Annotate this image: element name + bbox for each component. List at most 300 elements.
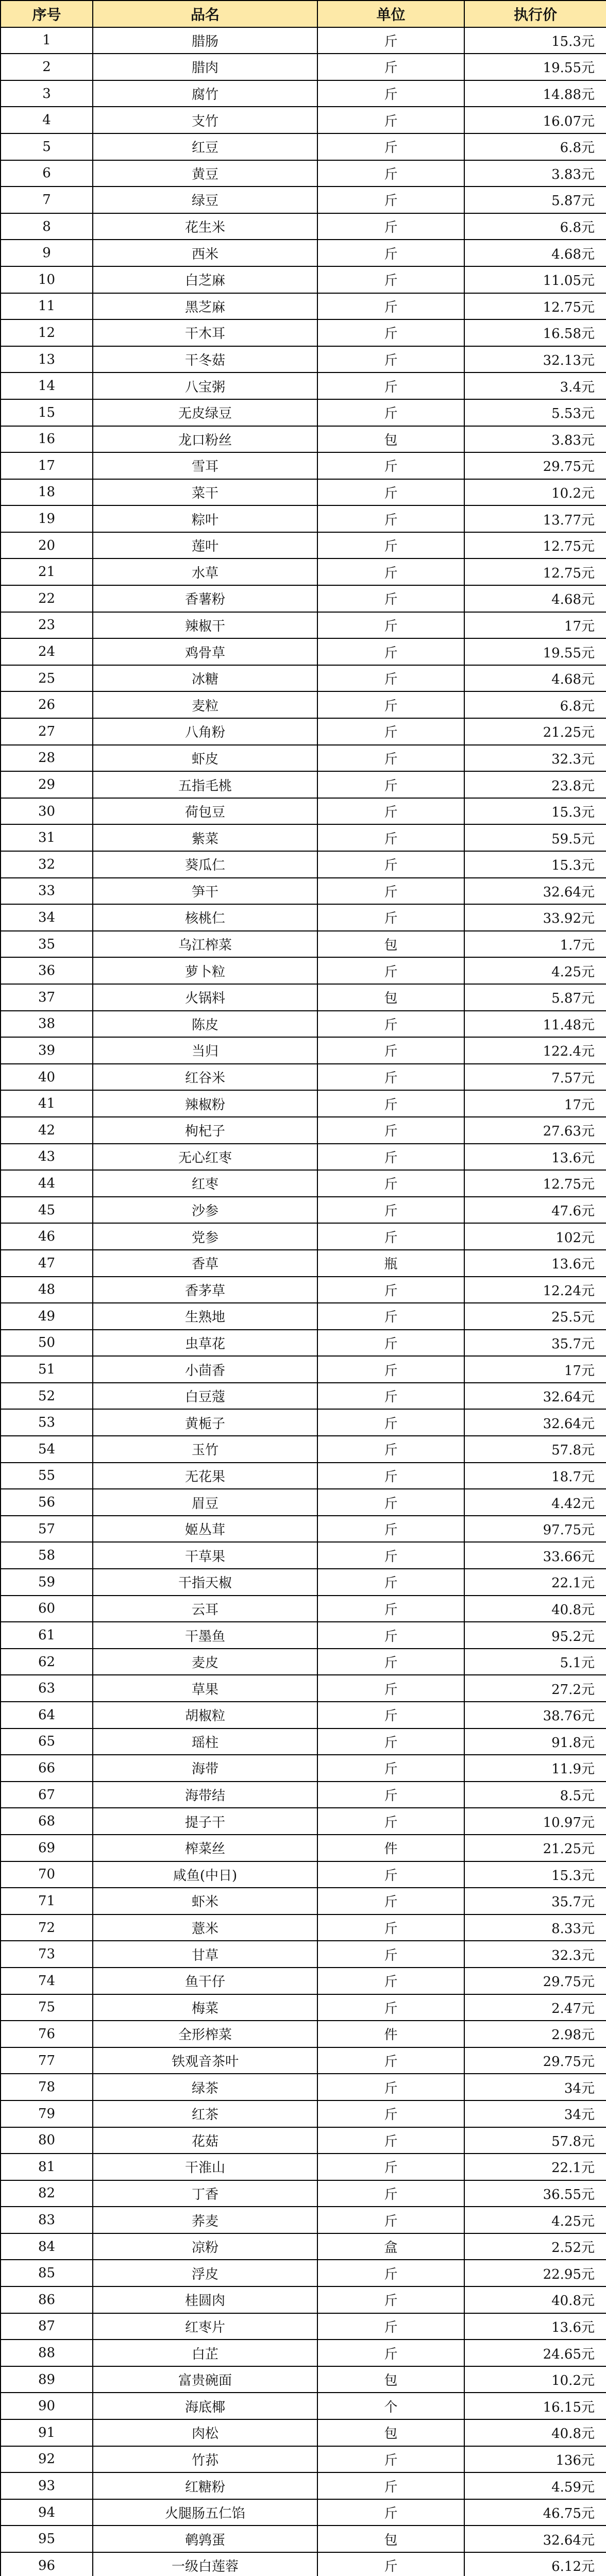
item-price: 19.55元	[464, 638, 606, 665]
row-number: 54	[1, 1436, 93, 1463]
item-name: 火腿肠五仁馅	[93, 2499, 317, 2526]
item-name: 辣椒粉	[93, 1090, 317, 1117]
table-row	[1, 2047, 606, 2074]
table-row	[1, 771, 606, 798]
item-name: 梅菜	[93, 1994, 317, 2021]
item-price: 22.95元	[464, 2260, 606, 2286]
row-number: 7	[1, 187, 93, 213]
row-number: 68	[1, 1808, 93, 1835]
table-row	[1, 2286, 606, 2313]
item-name: 白豆蔻	[93, 1383, 317, 1410]
item-name: 荷包豆	[93, 798, 317, 825]
item-unit: 斤	[317, 878, 464, 905]
item-unit: 个	[317, 2393, 464, 2419]
item-name: 雪耳	[93, 452, 317, 479]
item-price: 15.3元	[464, 1861, 606, 1888]
item-price: 95.2元	[464, 1622, 606, 1649]
item-unit: 斤	[317, 1888, 464, 1914]
item-unit: 斤	[317, 266, 464, 293]
row-number: 85	[1, 2260, 93, 2286]
item-price: 24.65元	[464, 2340, 606, 2366]
item-price: 11.48元	[464, 1011, 606, 1038]
item-price: 19.55元	[464, 54, 606, 80]
row-number: 33	[1, 878, 93, 905]
table-row	[1, 1463, 606, 1489]
item-unit: 包	[317, 2419, 464, 2446]
item-unit: 斤	[317, 372, 464, 399]
table-row	[1, 2127, 606, 2154]
item-price: 6.8元	[464, 213, 606, 240]
item-unit: 斤	[317, 1144, 464, 1171]
item-name: 香草	[93, 1250, 317, 1277]
row-number: 9	[1, 240, 93, 266]
row-number: 86	[1, 2286, 93, 2313]
item-price: 35.7元	[464, 1888, 606, 1914]
item-name: 海带结	[93, 1782, 317, 1808]
item-price: 5.87元	[464, 984, 606, 1011]
item-unit: 斤	[317, 824, 464, 851]
row-number: 79	[1, 2100, 93, 2127]
item-name: 五指毛桃	[93, 771, 317, 798]
item-price: 4.59元	[464, 2472, 606, 2499]
item-unit: 斤	[317, 399, 464, 426]
item-price: 17元	[464, 612, 606, 639]
item-price: 57.8元	[464, 2127, 606, 2154]
item-unit: 斤	[317, 665, 464, 692]
item-unit: 斤	[317, 2446, 464, 2473]
row-number: 95	[1, 2526, 93, 2552]
row-number: 16	[1, 426, 93, 453]
item-price: 11.05元	[464, 266, 606, 293]
row-number: 26	[1, 691, 93, 718]
table-row	[1, 612, 606, 639]
table-row	[1, 1383, 606, 1410]
row-number: 94	[1, 2499, 93, 2526]
item-name: 提子干	[93, 1808, 317, 1835]
item-name: 甘草	[93, 1941, 317, 1968]
row-number: 87	[1, 2313, 93, 2340]
table-row	[1, 745, 606, 772]
item-unit: 斤	[317, 2340, 464, 2366]
table-row	[1, 851, 606, 878]
table-row	[1, 2154, 606, 2180]
item-name: 麦皮	[93, 1649, 317, 1675]
item-unit: 斤	[317, 107, 464, 133]
item-unit: 斤	[317, 532, 464, 559]
table-row	[1, 665, 606, 692]
table-row	[1, 479, 606, 506]
table-row	[1, 1516, 606, 1543]
item-price: 12.75元	[464, 532, 606, 559]
table-row	[1, 1782, 606, 1808]
row-number: 80	[1, 2127, 93, 2154]
row-number: 30	[1, 798, 93, 825]
item-unit: 斤	[317, 957, 464, 984]
item-unit: 斤	[317, 771, 464, 798]
item-name: 海带	[93, 1755, 317, 1782]
row-number: 47	[1, 1250, 93, 1277]
table-row	[1, 2552, 606, 2576]
item-unit: 斤	[317, 319, 464, 346]
item-name: 云耳	[93, 1596, 317, 1622]
item-name: 冰糖	[93, 665, 317, 692]
row-number: 66	[1, 1755, 93, 1782]
item-name: 胡椒粒	[93, 1702, 317, 1728]
item-name: 无心红枣	[93, 1144, 317, 1171]
item-name: 八宝粥	[93, 372, 317, 399]
item-unit: 斤	[317, 1596, 464, 1622]
item-name: 红枣片	[93, 2313, 317, 2340]
item-price: 34元	[464, 2100, 606, 2127]
table-row	[1, 1914, 606, 1941]
item-name: 核桃仁	[93, 904, 317, 931]
item-name: 富贵碗面	[93, 2366, 317, 2393]
item-unit: 斤	[317, 1170, 464, 1197]
item-price: 8.5元	[464, 1782, 606, 1808]
item-price: 5.87元	[464, 187, 606, 213]
item-price: 12.75元	[464, 558, 606, 585]
item-price: 33.66元	[464, 1542, 606, 1569]
item-unit: 斤	[317, 1037, 464, 1064]
item-price: 35.7元	[464, 1330, 606, 1357]
table-row	[1, 691, 606, 718]
table-row	[1, 1037, 606, 1064]
item-price: 13.77元	[464, 505, 606, 532]
item-unit: 斤	[317, 718, 464, 745]
item-unit: 斤	[317, 54, 464, 80]
row-number: 57	[1, 1516, 93, 1543]
row-number: 8	[1, 213, 93, 240]
item-price: 5.53元	[464, 399, 606, 426]
table-row	[1, 426, 606, 453]
row-number: 36	[1, 957, 93, 984]
item-unit: 斤	[317, 2127, 464, 2154]
table-row	[1, 638, 606, 665]
row-number: 69	[1, 1835, 93, 1861]
item-price: 47.6元	[464, 1197, 606, 1224]
item-name: 肉松	[93, 2419, 317, 2446]
table-row	[1, 107, 606, 133]
item-name: 八角粉	[93, 718, 317, 745]
item-unit: 斤	[317, 1436, 464, 1463]
item-name: 红枣	[93, 1170, 317, 1197]
item-price: 4.68元	[464, 665, 606, 692]
item-unit: 斤	[317, 691, 464, 718]
table-row	[1, 399, 606, 426]
row-number: 84	[1, 2233, 93, 2260]
table-row	[1, 904, 606, 931]
row-number: 52	[1, 1383, 93, 1410]
row-number: 76	[1, 2021, 93, 2047]
row-number: 49	[1, 1303, 93, 1330]
header-unit: 单位	[317, 1, 464, 27]
item-name: 虫草花	[93, 1330, 317, 1357]
item-price: 5.1元	[464, 1649, 606, 1675]
item-unit: 斤	[317, 346, 464, 373]
item-unit: 斤	[317, 1808, 464, 1835]
item-unit: 斤	[317, 1728, 464, 1755]
item-name: 全形榨菜	[93, 2021, 317, 2047]
item-unit: 斤	[317, 1994, 464, 2021]
item-price: 12.75元	[464, 1170, 606, 1197]
table-row	[1, 213, 606, 240]
item-price: 10.97元	[464, 1808, 606, 1835]
item-price: 3.83元	[464, 160, 606, 187]
item-unit: 斤	[317, 1011, 464, 1038]
row-number: 65	[1, 1728, 93, 1755]
item-name: 干草果	[93, 1542, 317, 1569]
item-price: 16.07元	[464, 107, 606, 133]
item-price: 6.8元	[464, 133, 606, 160]
item-name: 紫菜	[93, 824, 317, 851]
item-unit: 斤	[317, 1064, 464, 1091]
item-name: 干冬菇	[93, 346, 317, 373]
item-unit: 斤	[317, 1463, 464, 1489]
item-price: 29.75元	[464, 1968, 606, 1994]
item-unit: 件	[317, 1835, 464, 1861]
row-number: 61	[1, 1622, 93, 1649]
table-row	[1, 532, 606, 559]
table-row	[1, 133, 606, 160]
item-unit: 斤	[317, 2552, 464, 2576]
item-name: 香茅草	[93, 1277, 317, 1303]
item-name: 玉竹	[93, 1436, 317, 1463]
table-row	[1, 2446, 606, 2473]
row-number: 2	[1, 54, 93, 80]
item-name: 草果	[93, 1675, 317, 1702]
table-row	[1, 2021, 606, 2047]
item-name: 干墨鱼	[93, 1622, 317, 1649]
item-unit: 斤	[317, 1782, 464, 1808]
row-number: 75	[1, 1994, 93, 2021]
item-name: 龙口粉丝	[93, 426, 317, 453]
item-price: 15.3元	[464, 798, 606, 825]
item-name: 绿豆	[93, 187, 317, 213]
item-price: 59.5元	[464, 824, 606, 851]
item-unit: 斤	[317, 27, 464, 54]
row-number: 96	[1, 2552, 93, 2576]
table-row	[1, 266, 606, 293]
item-price: 23.8元	[464, 771, 606, 798]
table-row	[1, 1277, 606, 1303]
item-unit: 斤	[317, 133, 464, 160]
item-name: 红茶	[93, 2100, 317, 2127]
item-price: 17元	[464, 1356, 606, 1383]
item-name: 一级白莲蓉	[93, 2552, 317, 2576]
table-row	[1, 1011, 606, 1038]
item-price: 2.98元	[464, 2021, 606, 2047]
row-number: 74	[1, 1968, 93, 1994]
table-row	[1, 931, 606, 958]
item-name: 竹荪	[93, 2446, 317, 2473]
row-number: 64	[1, 1702, 93, 1728]
item-name: 鹌鹑蛋	[93, 2526, 317, 2552]
table-row	[1, 2233, 606, 2260]
table-row	[1, 1197, 606, 1224]
table-row	[1, 2393, 606, 2419]
table-row	[1, 505, 606, 532]
item-unit: 斤	[317, 1569, 464, 1596]
item-name: 陈皮	[93, 1011, 317, 1038]
item-name: 笋干	[93, 878, 317, 905]
item-unit: 斤	[317, 1968, 464, 1994]
row-number: 6	[1, 160, 93, 187]
item-name: 莲叶	[93, 532, 317, 559]
table-row	[1, 1755, 606, 1782]
row-number: 93	[1, 2472, 93, 2499]
item-price: 4.68元	[464, 585, 606, 612]
item-unit: 斤	[317, 612, 464, 639]
row-number: 90	[1, 2393, 93, 2419]
table-row	[1, 2340, 606, 2366]
table-row	[1, 2260, 606, 2286]
table-row	[1, 293, 606, 320]
item-unit: 斤	[317, 187, 464, 213]
item-unit: 斤	[317, 1755, 464, 1782]
row-number: 82	[1, 2180, 93, 2207]
item-name: 薏米	[93, 1914, 317, 1941]
item-price: 136元	[464, 2446, 606, 2473]
row-number: 18	[1, 479, 93, 506]
item-unit: 斤	[317, 2472, 464, 2499]
header-no: 序号	[1, 1, 93, 27]
item-price: 97.75元	[464, 1516, 606, 1543]
table-row	[1, 878, 606, 905]
row-number: 58	[1, 1542, 93, 1569]
item-name: 火锅料	[93, 984, 317, 1011]
item-unit: 斤	[317, 558, 464, 585]
table-row	[1, 1649, 606, 1675]
item-price: 13.6元	[464, 1250, 606, 1277]
item-unit: 斤	[317, 1223, 464, 1250]
item-price: 3.83元	[464, 426, 606, 453]
row-number: 83	[1, 2207, 93, 2233]
item-unit: 斤	[317, 1702, 464, 1728]
item-price: 122.4元	[464, 1037, 606, 1064]
row-number: 73	[1, 1941, 93, 1968]
item-name: 沙参	[93, 1197, 317, 1224]
item-name: 黄豆	[93, 160, 317, 187]
item-name: 虾米	[93, 1888, 317, 1914]
row-number: 20	[1, 532, 93, 559]
item-price: 2.47元	[464, 1994, 606, 2021]
item-name: 菜干	[93, 479, 317, 506]
table-row	[1, 1861, 606, 1888]
item-price: 46.75元	[464, 2499, 606, 2526]
item-name: 姬丛茸	[93, 1516, 317, 1543]
row-number: 39	[1, 1037, 93, 1064]
row-number: 55	[1, 1463, 93, 1489]
row-number: 13	[1, 346, 93, 373]
item-unit: 斤	[317, 638, 464, 665]
table-row	[1, 2499, 606, 2526]
item-name: 海底椰	[93, 2393, 317, 2419]
item-name: 干木耳	[93, 319, 317, 346]
row-number: 50	[1, 1330, 93, 1357]
row-number: 56	[1, 1489, 93, 1516]
row-number: 1	[1, 27, 93, 54]
item-price: 32.3元	[464, 1941, 606, 1968]
table-header-row	[1, 1, 606, 27]
row-number: 35	[1, 931, 93, 958]
row-number: 29	[1, 771, 93, 798]
row-number: 11	[1, 293, 93, 320]
row-number: 91	[1, 2419, 93, 2446]
row-number: 31	[1, 824, 93, 851]
item-unit: 斤	[317, 851, 464, 878]
table-row	[1, 160, 606, 187]
item-name: 荞麦	[93, 2207, 317, 2233]
row-number: 53	[1, 1409, 93, 1436]
item-price: 102元	[464, 1223, 606, 1250]
item-name: 凉粉	[93, 2233, 317, 2260]
item-price: 8.33元	[464, 1914, 606, 1941]
table-row	[1, 54, 606, 80]
header-name: 品名	[93, 1, 317, 27]
row-number: 43	[1, 1144, 93, 1171]
item-unit: 斤	[317, 1356, 464, 1383]
table-row	[1, 1835, 606, 1861]
item-price: 40.8元	[464, 2419, 606, 2446]
item-name: 黑芝麻	[93, 293, 317, 320]
item-price: 22.1元	[464, 2154, 606, 2180]
table-row	[1, 319, 606, 346]
row-number: 63	[1, 1675, 93, 1702]
item-name: 无皮绿豆	[93, 399, 317, 426]
item-unit: 斤	[317, 1090, 464, 1117]
item-price: 4.42元	[464, 1489, 606, 1516]
row-number: 23	[1, 612, 93, 639]
item-name: 铁观音茶叶	[93, 2047, 317, 2074]
item-unit: 斤	[317, 798, 464, 825]
row-number: 46	[1, 1223, 93, 1250]
table-row	[1, 2526, 606, 2552]
table-row	[1, 1223, 606, 1250]
row-number: 77	[1, 2047, 93, 2074]
table-row	[1, 2100, 606, 2127]
item-unit: 包	[317, 931, 464, 958]
item-unit: 斤	[317, 1941, 464, 1968]
row-number: 51	[1, 1356, 93, 1383]
item-price: 12.75元	[464, 293, 606, 320]
item-name: 瑶柱	[93, 1728, 317, 1755]
item-unit: 斤	[317, 1197, 464, 1224]
row-number: 22	[1, 585, 93, 612]
table-row	[1, 1994, 606, 2021]
item-price: 18.7元	[464, 1463, 606, 1489]
item-unit: 斤	[317, 2100, 464, 2127]
item-name: 干指天椒	[93, 1569, 317, 1596]
row-number: 88	[1, 2340, 93, 2366]
table-row	[1, 1330, 606, 1357]
table-row	[1, 2472, 606, 2499]
table-row	[1, 1409, 606, 1436]
item-name: 辣椒干	[93, 612, 317, 639]
table-row	[1, 1808, 606, 1835]
row-number: 38	[1, 1011, 93, 1038]
item-name: 无花果	[93, 1463, 317, 1489]
row-number: 48	[1, 1277, 93, 1303]
item-price: 13.6元	[464, 2313, 606, 2340]
row-number: 67	[1, 1782, 93, 1808]
item-name: 虾皮	[93, 745, 317, 772]
item-price: 7.57元	[464, 1064, 606, 1091]
item-name: 眉豆	[93, 1489, 317, 1516]
item-price: 32.64元	[464, 878, 606, 905]
row-number: 41	[1, 1090, 93, 1117]
item-unit: 斤	[317, 2499, 464, 2526]
item-price: 32.64元	[464, 1383, 606, 1410]
